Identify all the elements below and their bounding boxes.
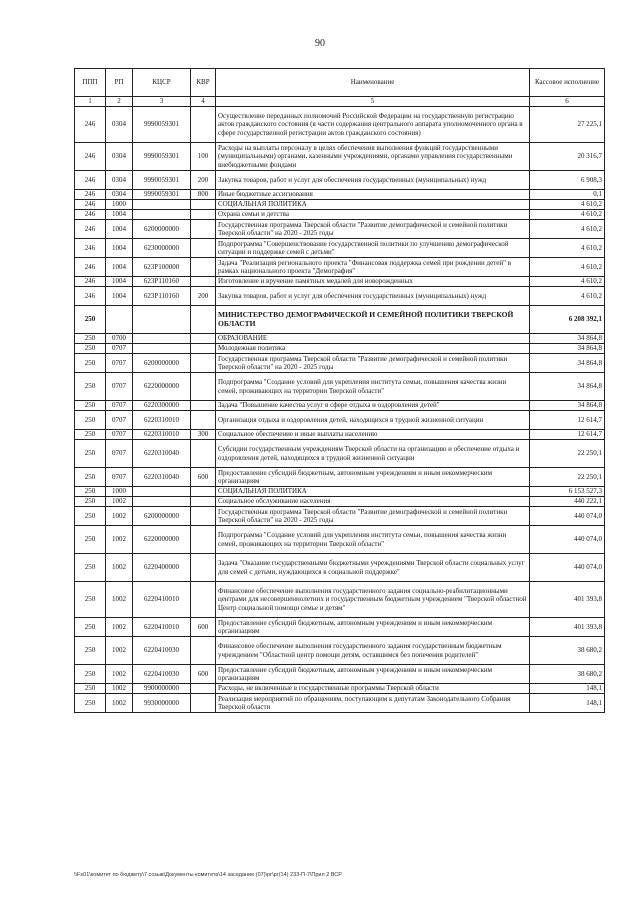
cell-kvr: [191, 344, 216, 354]
cell-rp: 0707: [106, 440, 133, 468]
cell-kcsr: [133, 487, 191, 497]
table-row: [75, 487, 605, 497]
cell-ppp: 246: [75, 107, 106, 143]
table-row: [75, 665, 605, 684]
cell-ppp: 246: [75, 190, 106, 200]
cell-kcsr: 6220410030: [133, 665, 191, 684]
cell-name: Социальное обеспечение и иные выплаты населению: [216, 430, 530, 440]
table-row: [75, 143, 605, 171]
cell-ppp: 250: [75, 354, 106, 373]
cell-kcsr: 9990059301: [133, 171, 191, 190]
table-row: [75, 468, 605, 487]
cell-rp: 0304: [106, 107, 133, 143]
cell-rp: 1000: [106, 200, 133, 210]
cell-name: Финансовое обеспечение выполнения государственного задания государственным бюджетным учреждением "Областной центр помощи детям, оставшимся без попечения родителей": [216, 637, 530, 665]
cell-sum: 12 614,7: [530, 411, 605, 430]
cell-rp: 0707: [106, 401, 133, 411]
cell-name: СОЦИАЛЬНАЯ ПОЛИТИКА: [216, 487, 530, 497]
cell-sum: 34 864,8: [530, 334, 605, 344]
cell-ppp: 250: [75, 306, 106, 334]
cell-sum: 440 222,1: [530, 497, 605, 507]
cell-name: Изготовление и вручение памятных медалей для новорожденных: [216, 277, 530, 287]
cell-kcsr: 6220410030: [133, 637, 191, 665]
cell-kcsr: 9990059301: [133, 143, 191, 171]
cell-name: Подпрограмма "Создание условий для укрепления института семьи, повышения качества жизни семей, проживающих на территории Тверской области": [216, 526, 530, 554]
cell-sum: 148,1: [530, 684, 605, 694]
cell-name: ОБРАЗОВАНИЕ: [216, 334, 530, 344]
cell-ppp: 246: [75, 210, 106, 220]
table-row: [75, 373, 605, 401]
cell-name: Закупка товаров, работ и услуг для обеспечения государственных (муниципальных) нужд: [216, 171, 530, 190]
cell-kvr: 600: [191, 468, 216, 487]
cell-kcsr: [133, 334, 191, 344]
cell-rp: 1000: [106, 487, 133, 497]
cell-rp: 0707: [106, 354, 133, 373]
cell-name: Осуществление переданных полномочий Российской Федерации на государственную регистрацию актов гражданского состояния (в части содержания центрального аппарата уполномоченного органа в сфере государственной регистрации актов гражданского состояния): [216, 107, 530, 143]
table-row: [75, 440, 605, 468]
cell-name: Подпрограмма "Создание условий для укрепления института семьи, повышения качества жизни семей, проживающих на территории Тверской области": [216, 373, 530, 401]
cell-sum: 440 074,0: [530, 554, 605, 582]
cell-sum: 4 610,2: [530, 287, 605, 306]
cell-kvr: 800: [191, 190, 216, 200]
cell-kcsr: 6200000000: [133, 507, 191, 526]
column-number: 5: [216, 97, 530, 107]
table-row: [75, 344, 605, 354]
table-row: [75, 401, 605, 411]
cell-kcsr: 6220000000: [133, 373, 191, 401]
cell-rp: 0707: [106, 344, 133, 354]
cell-kvr: [191, 440, 216, 468]
cell-sum: 6 153 527,3: [530, 487, 605, 497]
cell-kcsr: 9930000000: [133, 694, 191, 713]
cell-name: Предоставление субсидий бюджетным, автономным учреждениям и иным некоммерческим организациям: [216, 665, 530, 684]
column-number: 4: [191, 97, 216, 107]
cell-name: Молодежная политика: [216, 344, 530, 354]
cell-ppp: 250: [75, 468, 106, 487]
cell-rp: 0304: [106, 190, 133, 200]
cell-kvr: [191, 373, 216, 401]
cell-kvr: [191, 554, 216, 582]
cell-kcsr: 6230000000: [133, 239, 191, 258]
cell-kvr: [191, 210, 216, 220]
cell-kvr: [191, 582, 216, 618]
table-row: [75, 618, 605, 637]
cell-sum: 34 864,8: [530, 354, 605, 373]
table-row: [75, 107, 605, 143]
cell-rp: 0700: [106, 334, 133, 344]
table-row: [75, 277, 605, 287]
cell-name: Задача "Реализация регионального проекта "Финансовая поддержка семей при рождении детей" в рамках национального проекта "Демография": [216, 258, 530, 277]
cell-rp: 0304: [106, 171, 133, 190]
column-number: 6: [530, 97, 605, 107]
cell-rp: 0707: [106, 411, 133, 430]
cell-kcsr: 6220310010: [133, 411, 191, 430]
cell-rp: 1002: [106, 497, 133, 507]
cell-sum: 34 864,8: [530, 344, 605, 354]
table-row: [75, 411, 605, 430]
cell-ppp: 250: [75, 344, 106, 354]
cell-kcsr: 9990059301: [133, 190, 191, 200]
cell-sum: 34 864,8: [530, 401, 605, 411]
cell-ppp: 250: [75, 373, 106, 401]
cell-ppp: 246: [75, 200, 106, 210]
table-row: [75, 287, 605, 306]
cell-ppp: 246: [75, 220, 106, 239]
cell-kcsr: [133, 497, 191, 507]
cell-kvr: [191, 334, 216, 344]
cell-sum: 4 610,2: [530, 239, 605, 258]
cell-name: Государственная программа Тверской области "Развитие демографической и семейной политики Тверской области" на 2020 - 2025 годы: [216, 507, 530, 526]
cell-kcsr: 6220410010: [133, 618, 191, 637]
cell-name: Субсидии государственным учреждениям Тверской области на организацию и обеспечение отдыха и оздоровления детей, находящихся в трудной жизненной ситуации: [216, 440, 530, 468]
cell-rp: 0707: [106, 468, 133, 487]
table-row: [75, 354, 605, 373]
cell-rp: 1002: [106, 507, 133, 526]
cell-name: Задача "Оказание государственными бюджетными учреждениями Тверской области социальных услуг для семей с детьми, нуждающихся в социальной поддержке": [216, 554, 530, 582]
table-row: [75, 507, 605, 526]
cell-kcsr: 623P110160: [133, 277, 191, 287]
cell-sum: 440 074,0: [530, 526, 605, 554]
cell-kcsr: 623P100000: [133, 258, 191, 277]
cell-kcsr: 6200000000: [133, 354, 191, 373]
cell-rp: 1004: [106, 220, 133, 239]
cell-name: Финансовое обеспечение выполнения государственного задания социально-реабилитационными центрами для несовершеннолетних и государственным бюджетным учреждением "Тверской областной Центр социальной помощи семье и детям": [216, 582, 530, 618]
cell-kvr: 600: [191, 665, 216, 684]
cell-ppp: 246: [75, 287, 106, 306]
cell-ppp: 250: [75, 487, 106, 497]
header-sum: Кассовое исполнение: [530, 69, 605, 97]
cell-kvr: 300: [191, 430, 216, 440]
cell-sum: 12 614,7: [530, 430, 605, 440]
cell-ppp: 250: [75, 440, 106, 468]
cell-name: Закупка товаров, работ и услуг для обеспечения государственных (муниципальных) нужд: [216, 287, 530, 306]
cell-rp: 1004: [106, 210, 133, 220]
cell-kcsr: [133, 306, 191, 334]
cell-rp: 1002: [106, 554, 133, 582]
table-row: [75, 526, 605, 554]
cell-ppp: 246: [75, 239, 106, 258]
cell-kcsr: 6220000000: [133, 526, 191, 554]
cell-kvr: [191, 107, 216, 143]
table-row: [75, 220, 605, 239]
table-row: [75, 582, 605, 618]
cell-rp: 0707: [106, 430, 133, 440]
cell-sum: 4 610,2: [530, 258, 605, 277]
cell-rp: 1002: [106, 618, 133, 637]
header-name: Наименование: [216, 69, 530, 97]
cell-ppp: 250: [75, 637, 106, 665]
cell-sum: 401 393,8: [530, 618, 605, 637]
cell-sum: 4 610,2: [530, 277, 605, 287]
cell-name: Охрана семьи и детства: [216, 210, 530, 220]
cell-kvr: [191, 200, 216, 210]
table-row: [75, 694, 605, 713]
cell-name: СОЦИАЛЬНАЯ ПОЛИТИКА: [216, 200, 530, 210]
cell-kvr: [191, 497, 216, 507]
page-number: 90: [315, 38, 325, 49]
header-kcsr: КЦСР: [133, 69, 191, 97]
cell-name: Иные бюджетные ассигнования: [216, 190, 530, 200]
cell-kcsr: [133, 210, 191, 220]
cell-kvr: 600: [191, 618, 216, 637]
cell-ppp: 250: [75, 665, 106, 684]
table-row: [75, 430, 605, 440]
cell-kvr: [191, 526, 216, 554]
cell-rp: 0707: [106, 373, 133, 401]
table-row: [75, 239, 605, 258]
cell-kvr: [191, 239, 216, 258]
footer-file-path: \\Fs01\комитет по бюджету\7 созыв\Документы комитета\14 заседание (07)\рг\рг(14) 233-П-7\Прил 2 ВСР: [74, 872, 342, 878]
table-row: [75, 684, 605, 694]
cell-kvr: [191, 306, 216, 334]
cell-rp: 1002: [106, 684, 133, 694]
cell-name: Предоставление субсидий бюджетным, автономным учреждениям и иным некоммерческим организациям: [216, 468, 530, 487]
cell-kvr: [191, 220, 216, 239]
cell-sum: 4 610,2: [530, 210, 605, 220]
cell-sum: 38 680,2: [530, 637, 605, 665]
table-row: [75, 200, 605, 210]
cell-rp: [106, 306, 133, 334]
cell-name: Государственная программа Тверской области "Развитие демографической и семейной политики Тверской области" на 2020 - 2025 годы: [216, 220, 530, 239]
cell-sum: 6 908,3: [530, 171, 605, 190]
cell-sum: 38 680,2: [530, 665, 605, 684]
cell-ppp: 250: [75, 401, 106, 411]
header-ppp: ППП: [75, 69, 106, 97]
table-row: [75, 554, 605, 582]
cell-ppp: 250: [75, 507, 106, 526]
cell-rp: 1002: [106, 582, 133, 618]
header-rp: РП: [106, 69, 133, 97]
table-row: [75, 190, 605, 200]
cell-name: Подпрограмма "Совершенствование государственной политики по улучшению демографической ситуации и поддержке семей с детьми": [216, 239, 530, 258]
cell-ppp: 250: [75, 694, 106, 713]
table-header-row: [75, 69, 605, 97]
column-number: 1: [75, 97, 106, 107]
cell-ppp: 250: [75, 554, 106, 582]
cell-sum: 6 208 392,1: [530, 306, 605, 334]
cell-kvr: 200: [191, 287, 216, 306]
cell-sum: 22 250,1: [530, 468, 605, 487]
cell-rp: 1004: [106, 258, 133, 277]
cell-name: Государственная программа Тверской области "Развитие демографической и семейной политики Тверской области" на 2020 - 2025 годы: [216, 354, 530, 373]
table-row: [75, 306, 605, 334]
cell-ppp: 250: [75, 526, 106, 554]
cell-sum: 0,1: [530, 190, 605, 200]
cell-rp: 1002: [106, 665, 133, 684]
table-row: [75, 334, 605, 344]
cell-kvr: 100: [191, 143, 216, 171]
cell-kvr: [191, 507, 216, 526]
cell-kcsr: 9990059301: [133, 107, 191, 143]
table-row: [75, 637, 605, 665]
cell-name: Реализация мероприятий по обращениям, поступающим к депутатам Законодательного Собрания Тверской области: [216, 694, 530, 713]
cell-name: Расходы, не включенные в государственные программы Тверской области: [216, 684, 530, 694]
cell-kcsr: 6220410010: [133, 582, 191, 618]
cell-kcsr: 6220310010: [133, 430, 191, 440]
cell-sum: 4 610,2: [530, 200, 605, 210]
cell-kvr: [191, 637, 216, 665]
cell-kcsr: [133, 344, 191, 354]
column-number: 2: [106, 97, 133, 107]
cell-kvr: [191, 411, 216, 430]
column-number: 3: [133, 97, 191, 107]
cell-ppp: 250: [75, 411, 106, 430]
cell-ppp: 246: [75, 143, 106, 171]
cell-sum: 22 250,1: [530, 440, 605, 468]
table-row: [75, 171, 605, 190]
cell-name: Предоставление субсидий бюджетным, автономным учреждениям и иным некоммерческим организациям: [216, 618, 530, 637]
cell-ppp: 250: [75, 497, 106, 507]
cell-ppp: 246: [75, 171, 106, 190]
cell-rp: 1004: [106, 287, 133, 306]
cell-kvr: [191, 277, 216, 287]
cell-rp: 1004: [106, 239, 133, 258]
cell-kvr: [191, 684, 216, 694]
cell-kvr: [191, 258, 216, 277]
cell-sum: 4 610,2: [530, 220, 605, 239]
cell-rp: 1002: [106, 637, 133, 665]
cell-sum: 27 225,1: [530, 107, 605, 143]
cell-name: Социальное обслуживание населения: [216, 497, 530, 507]
table-row: [75, 497, 605, 507]
cell-kvr: [191, 694, 216, 713]
cell-ppp: 250: [75, 334, 106, 344]
cell-rp: 1002: [106, 694, 133, 713]
cell-rp: 0304: [106, 143, 133, 171]
cell-kcsr: 6220310040: [133, 440, 191, 468]
cell-ppp: 250: [75, 684, 106, 694]
table-body: [75, 107, 605, 713]
table-row: [75, 210, 605, 220]
cell-name: МИНИСТЕРСТВО ДЕМОГРАФИЧЕСКОЙ И СЕМЕЙНОЙ ПОЛИТИКИ ТВЕРСКОЙ ОБЛАСТИ: [216, 306, 530, 334]
cell-ppp: 250: [75, 582, 106, 618]
cell-kvr: [191, 354, 216, 373]
cell-ppp: 246: [75, 258, 106, 277]
cell-name: Организация отдыха и оздоровления детей, находящихся в трудной жизненной ситуации: [216, 411, 530, 430]
cell-kcsr: 623P110160: [133, 287, 191, 306]
cell-kcsr: 9900000000: [133, 684, 191, 694]
header-kvr: КВР: [191, 69, 216, 97]
cell-kcsr: 6220310040: [133, 468, 191, 487]
cell-sum: 148,1: [530, 694, 605, 713]
cell-kcsr: 6200000000: [133, 220, 191, 239]
budget-table: [74, 68, 605, 713]
cell-ppp: 250: [75, 430, 106, 440]
cell-name: Расходы на выплаты персоналу в целях обеспечения выполнения функций государственными (муниципальными) органами, казенными учреждениями, органами управления государственными внебюджетными фондами: [216, 143, 530, 171]
column-number-row: [75, 97, 605, 107]
cell-sum: 401 393,8: [530, 582, 605, 618]
cell-sum: 20 316,7: [530, 143, 605, 171]
cell-kcsr: 6220400000: [133, 554, 191, 582]
cell-kcsr: 6220300000: [133, 401, 191, 411]
table-row: [75, 258, 605, 277]
cell-sum: 440 074,0: [530, 507, 605, 526]
cell-name: Задача "Повышение качества услуг в сфере отдыха и оздоровления детей": [216, 401, 530, 411]
cell-ppp: 250: [75, 618, 106, 637]
cell-kvr: [191, 487, 216, 497]
cell-kvr: [191, 401, 216, 411]
cell-kvr: 200: [191, 171, 216, 190]
cell-rp: 1002: [106, 526, 133, 554]
cell-kcsr: [133, 200, 191, 210]
cell-rp: 1004: [106, 277, 133, 287]
cell-sum: 34 864,8: [530, 373, 605, 401]
cell-ppp: 246: [75, 277, 106, 287]
